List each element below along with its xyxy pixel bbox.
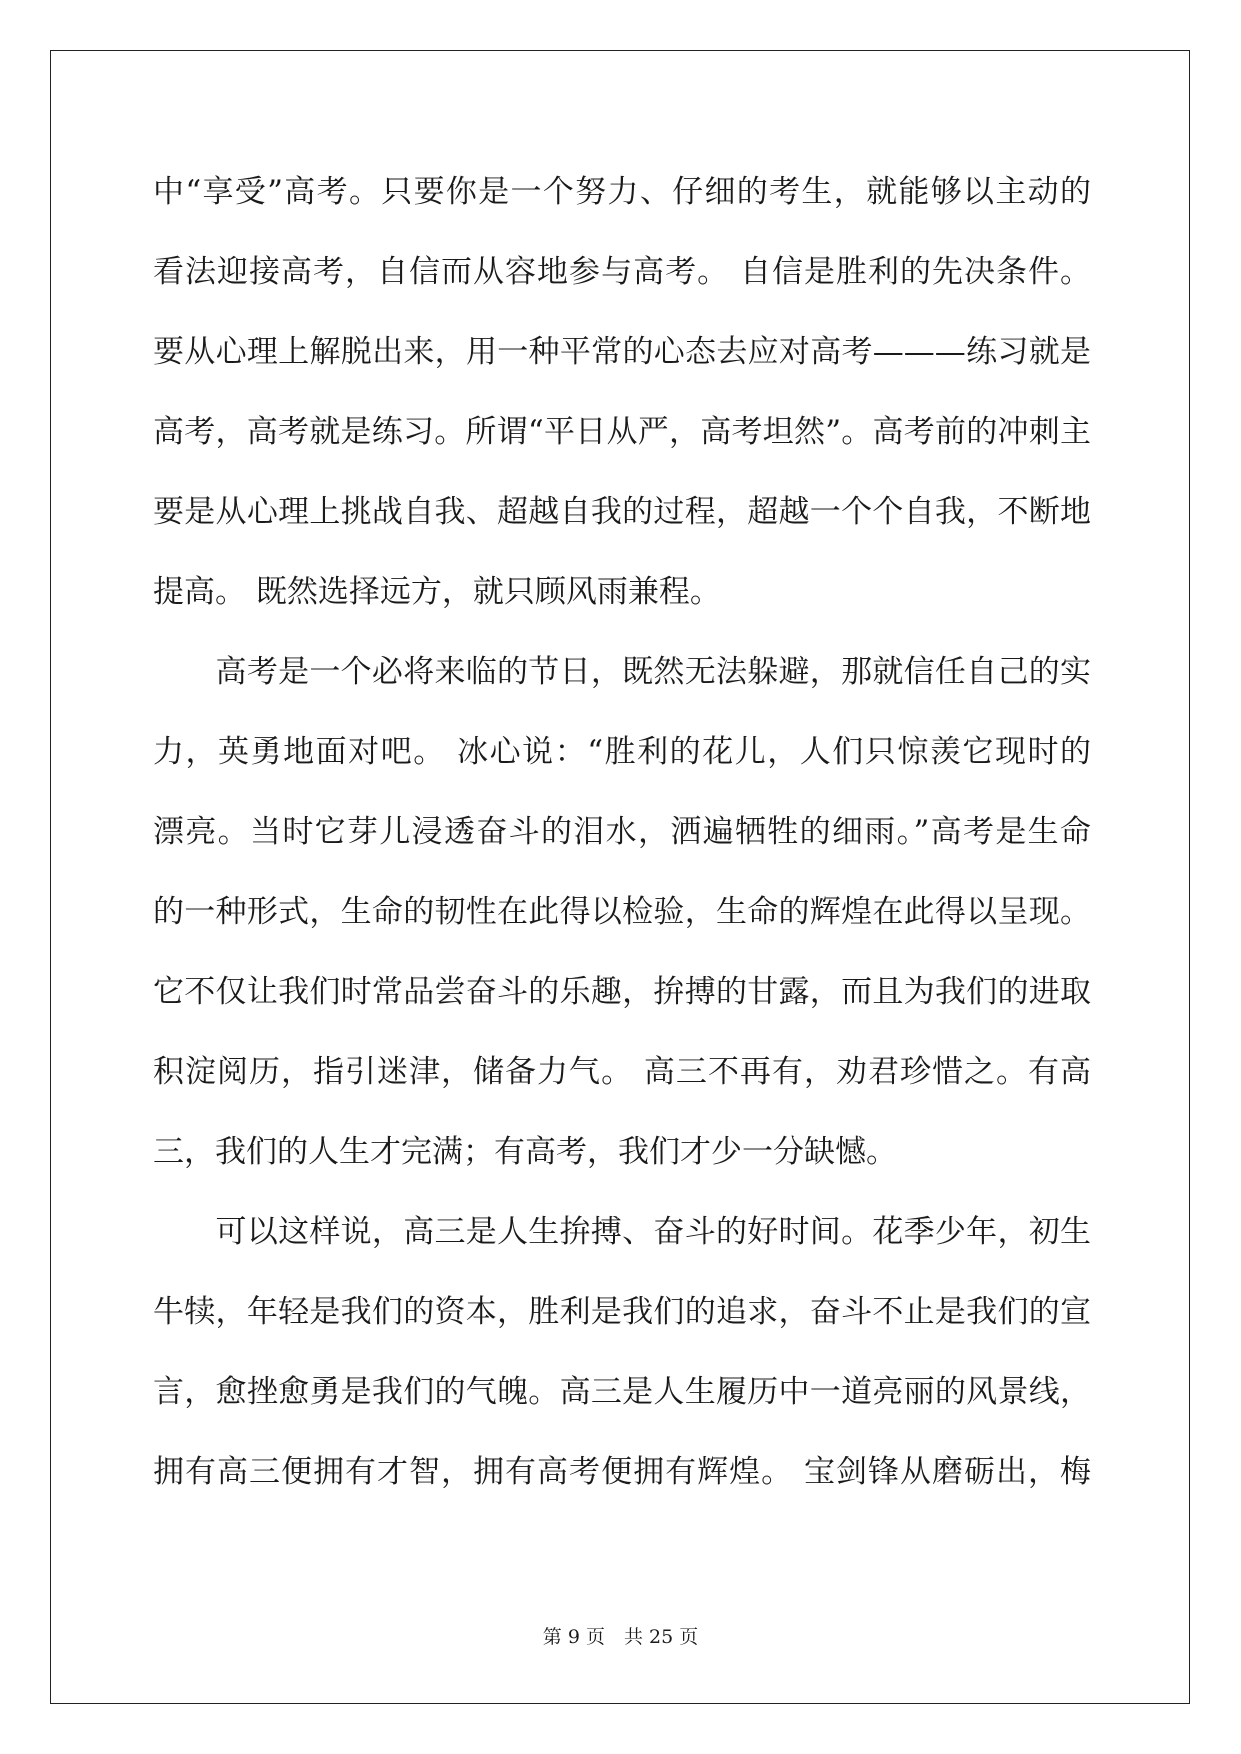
text-line: 它不仅让我们时常品尝奋斗的乐趣，拚搏的甘露，而且为我们的进取: [153, 974, 1091, 1010]
text-line: 拥有高三便拥有才智，拥有高考便拥有辉煌。 宝剑锋从磨砺出，梅: [153, 1454, 1091, 1490]
text-line: 提高。 既然选择远方，就只顾风雨兼程。: [153, 574, 721, 610]
text-line: 的一种形式，生命的韧性在此得以检验，生命的辉煌在此得以呈现。: [153, 894, 1091, 930]
text-line: 要从心理上解脱出来，用一种平常的心态去应对高考———练习就是: [153, 334, 1091, 370]
text-line: 力，英勇地面对吧。 冰心说：“胜利的花儿，人们只惊羡它现时的: [153, 734, 1091, 770]
text-line: 积淀阅历，指引迷津，储备力气。 高三不再有，劝君珍惜之。有高: [153, 1054, 1091, 1090]
text-line: 高考，高考就是练习。所谓“平日从严，高考坦然”。高考前的冲刺主: [153, 414, 1091, 450]
text-line: 言，愈挫愈勇是我们的气魄。高三是人生履历中一道亮丽的风景线，: [153, 1374, 1091, 1410]
text-line: 看法迎接高考，自信而从容地参与高考。 自信是胜利的先决条件。: [153, 254, 1091, 290]
text-line: 要是从心理上挑战自我、超越自我的过程，超越一个个自我，不断地: [153, 494, 1091, 530]
text-line: 三，我们的人生才完满；有高考，我们才少一分缺憾。: [153, 1134, 897, 1170]
text-line: 漂亮。当时它芽儿浸透奋斗的泪水，洒遍牺牲的细雨。”高考是生命: [153, 814, 1091, 850]
text-line: 高考是一个必将来临的节日，既然无法躲避，那就信任自己的实: [153, 654, 1091, 690]
text-line: 中“享受”高考。只要你是一个努力、仔细的考生，就能够以主动的: [153, 174, 1091, 210]
document-body: [153, 158, 1091, 1518]
text-line: 牛犊，年轻是我们的资本，胜利是我们的追求，奋斗不止是我们的宣: [153, 1294, 1091, 1330]
page-number-footer: 第 9 页 共 25 页: [542, 1626, 699, 1648]
text-line: 可以这样说，高三是人生拚搏、奋斗的好时间。花季少年，初生: [153, 1214, 1091, 1250]
